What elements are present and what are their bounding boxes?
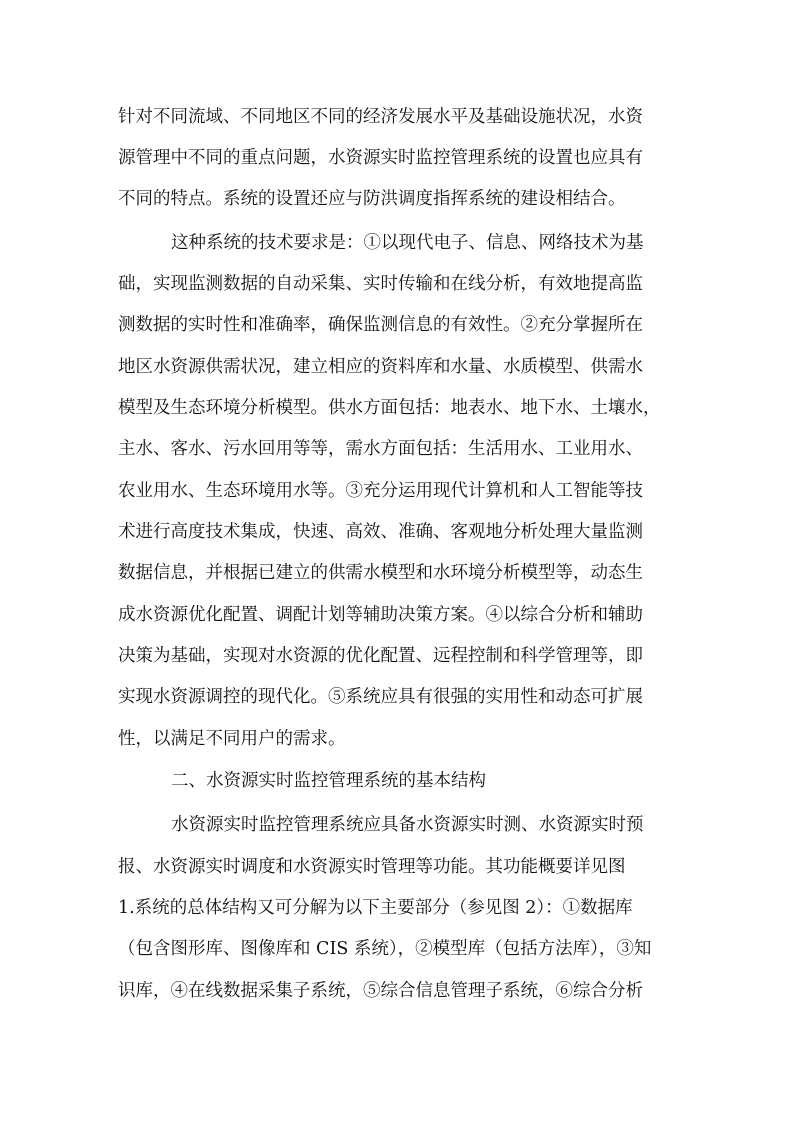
text-line-content: 决策为基础，实现对水资源的优化配置、远程控制和科学管理等，即 bbox=[118, 646, 643, 666]
text-line-content: （包含图形库、图像库和 CIS 系统），②模型库（包括方法库），③知 bbox=[118, 939, 652, 959]
text-line-content: 地区水资源供需状况，建立相应的资料库和水量、水质模型、供需水 bbox=[118, 357, 643, 377]
text-line bbox=[0, 310, 794, 340]
text-line bbox=[0, 143, 794, 173]
section-heading bbox=[0, 766, 794, 796]
text-line-content: 源管理中不同的重点问题，水资源实时监控管理系统的设置也应具有 bbox=[118, 148, 643, 168]
text-line bbox=[0, 682, 794, 712]
text-line bbox=[0, 810, 794, 840]
text-line-content: 实现水资源调控的现代化。⑤系统应具有很强的实用性和动态可扩展 bbox=[118, 687, 643, 707]
text-line-content: 础，实现监测数据的自动采集、实时传输和在线分析，有效地提高监 bbox=[118, 274, 643, 294]
text-line bbox=[0, 600, 794, 630]
text-line-content: 模型及生态环境分析模型。供水方面包括：地表水、地下水、土壤水， bbox=[118, 398, 661, 418]
text-line-content: 不同的特点。系统的设置还应与防洪调度指挥系统的建设相结合。 bbox=[118, 189, 626, 209]
text-line bbox=[0, 558, 794, 588]
text-line-content: 成水资源优化配置、调配计划等辅助决策方案。④以综合分析和辅助 bbox=[118, 605, 643, 625]
text-line bbox=[0, 184, 794, 214]
text-line-content: 农业用水、生态环境用水等。③充分运用现代计算机和人工智能等技 bbox=[118, 481, 643, 501]
text-line-content: 针对不同流域、不同地区不同的经济发展水平及基础设施状况，水资 bbox=[118, 107, 643, 127]
text-line-content: 报、水资源实时调度和水资源实时管理等功能。其功能概要详见图 bbox=[118, 857, 626, 877]
text-line bbox=[0, 352, 794, 382]
text-line bbox=[0, 228, 794, 258]
text-line-content: 主水、客水、污水回用等等，需水方面包括：生活用水、工业用水、 bbox=[118, 439, 643, 459]
text-line-content: 数据信息，并根据已建立的供需水模型和水环境分析模型等，动态生 bbox=[118, 563, 643, 583]
text-line bbox=[0, 269, 794, 299]
text-line bbox=[0, 893, 794, 923]
text-line-content: 性，以满足不同用户的需求。 bbox=[118, 729, 346, 749]
text-line-content: 识库，④在线数据采集子系统，⑤综合信息管理子系统，⑥综合分析 bbox=[118, 981, 643, 1001]
text-line bbox=[0, 517, 794, 547]
section-heading-text: 二、水资源实时监控管理系统的基本结构 bbox=[171, 771, 486, 791]
text-line bbox=[0, 393, 794, 423]
text-line bbox=[0, 976, 794, 1006]
text-line bbox=[0, 102, 794, 132]
text-line bbox=[0, 852, 794, 882]
text-line bbox=[0, 724, 794, 754]
text-line bbox=[0, 934, 794, 964]
text-line-content: 术进行高度技术集成，快速、高效、准确、客观地分析处理大量监测 bbox=[118, 522, 643, 542]
text-line bbox=[0, 476, 794, 506]
text-line-content: 1.系统的总体结构又可分解为以下主要部分（参见图 2）：①数据库 bbox=[118, 898, 633, 918]
text-line-content: 这种系统的技术要求是：①以现代电子、信息、网络技术为基 bbox=[171, 233, 644, 253]
text-line-content: 测数据的实时性和准确率，确保监测信息的有效性。②充分掌握所在 bbox=[118, 315, 643, 335]
text-line bbox=[0, 641, 794, 671]
text-line bbox=[0, 434, 794, 464]
text-line-content: 水资源实时监控管理系统应具备水资源实时测、水资源实时预 bbox=[171, 815, 644, 835]
